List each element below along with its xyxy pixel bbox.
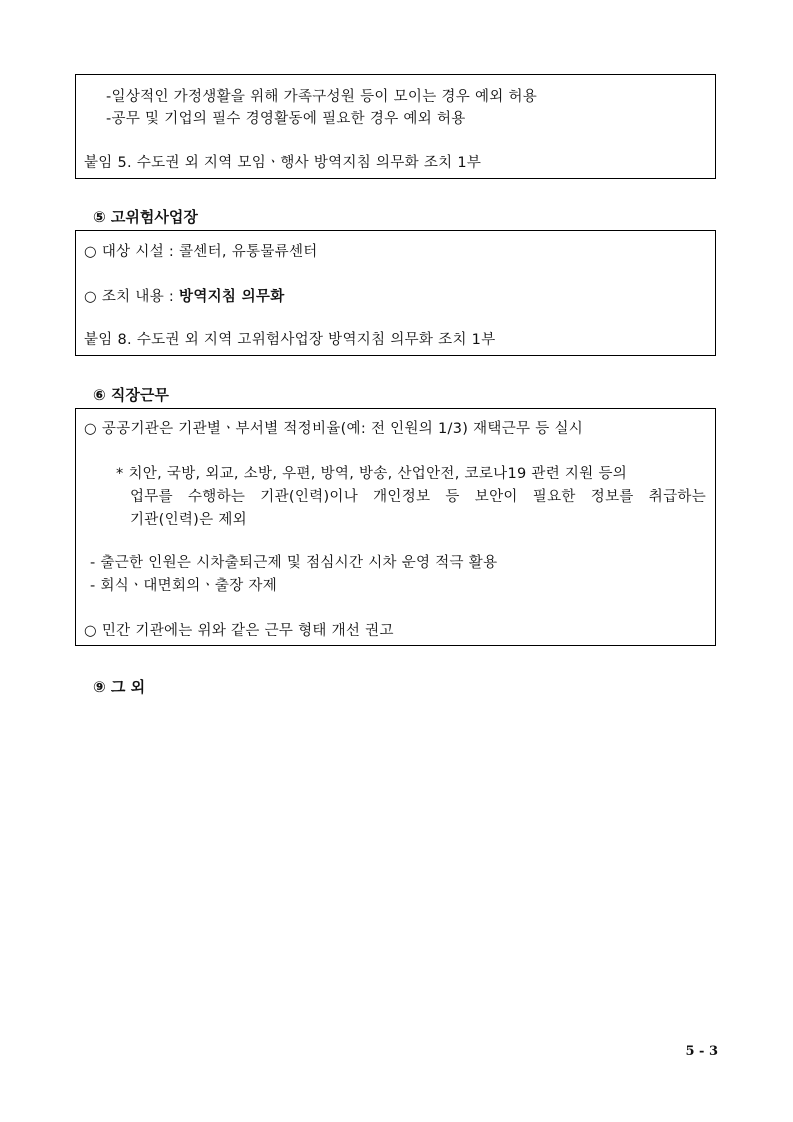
section-6-heading: ⑥ 직장근무 bbox=[93, 386, 169, 404]
page-number: 5 - 3 bbox=[685, 1044, 718, 1059]
section-9-heading: ⑨ 그 외 bbox=[93, 678, 146, 696]
refrain-meetings: - 회식ㆍ대면회의ㆍ출장 자제 bbox=[90, 578, 278, 594]
private-sector-recommendation: ○ 민간 기관에는 위와 같은 근무 형태 개선 권고 bbox=[84, 623, 394, 639]
staggered-hours: - 출근한 인원은 시차출퇴근제 및 점심시간 시차 운영 적극 활용 bbox=[90, 555, 498, 571]
exception-business: -공무 및 기업의 필수 경영활동에 필요한 경우 예외 허용 bbox=[106, 111, 466, 127]
attachment-8: 붙임 8. 수도권 외 지역 고위험사업장 방역지침 의무화 조치 1부 bbox=[84, 332, 496, 348]
attachment-5: 붙임 5. 수도권 외 지역 모임ㆍ행사 방역지침 의무화 조치 1부 bbox=[84, 155, 482, 171]
measure-line bbox=[84, 285, 285, 306]
exception-family: -일상적인 가정생활을 위해 가족구성원 등이 모이는 경우 예외 허용 bbox=[106, 89, 538, 105]
exemption-note-line-3: 기관(인력)은 제외 bbox=[130, 512, 247, 528]
measure-label: ○ 조치 내용 : bbox=[84, 289, 180, 305]
exemption-note-line-1: * 치안, 국방, 외교, 소방, 우편, 방역, 방송, 산업안전, 코로나19 관련 지원 등의 bbox=[116, 466, 628, 482]
target-facilities: ○ 대상 시설 : 콜센터, 유통물류센터 bbox=[84, 244, 318, 260]
section-5-heading: ⑤ 고위험사업장 bbox=[93, 208, 198, 226]
measure-value: 방역지침 의무화 bbox=[179, 289, 285, 305]
public-agency-remote-work: ○ 공공기관은 기관별ㆍ부서별 적정비율(예: 전 인원의 1/3) 재택근무 등 실시 bbox=[84, 421, 584, 437]
exemption-note-line-2: 업무를 수행하는 기관(인력)이나 개인정보 등 보안이 필요한 정보를 취급하는 bbox=[130, 489, 706, 505]
